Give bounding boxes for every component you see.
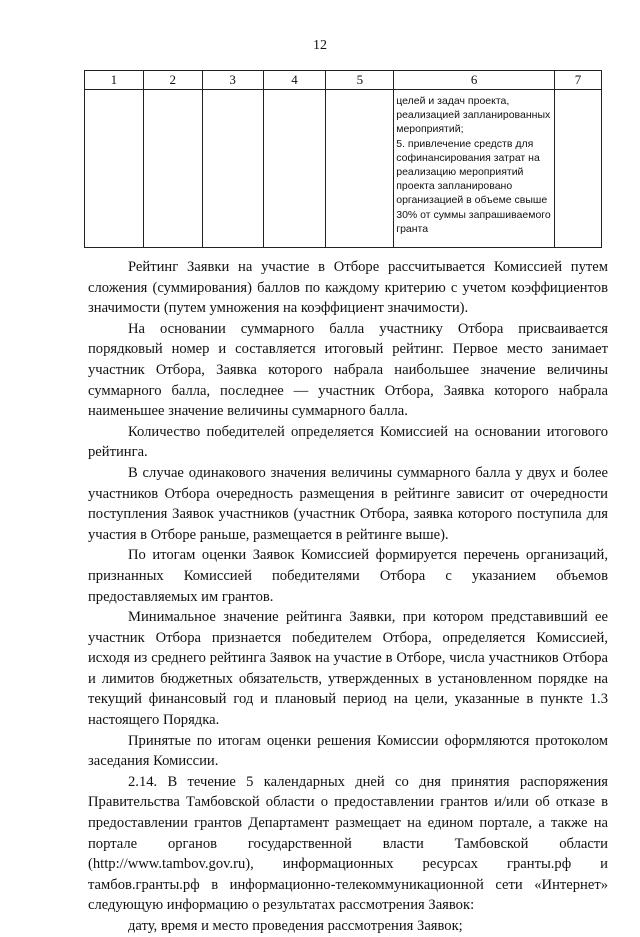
table-cell-5 [326,90,394,248]
table-row [85,90,602,248]
table-cell-2 [143,90,202,248]
table-cell-4 [263,90,326,248]
column-header-6: 6 [394,71,555,90]
paragraph-winners-count: Количество победителей определяется Комиссией на основании итогового рейтинга. [88,423,608,461]
document-body [88,257,608,937]
page-number: 12 [313,38,327,53]
paragraph-minimum-rating: Минимальное значение рейтинга Заявки, при котором представивший ее участник Отбора признается победителем Отбора, определяется Комиссией, исходя из среднего рейтинга Заявок на участие в Отборе, числа участников Отбора и лимитов бюджетных обязательств, утвержденных в установленном порядке на текущий финансовый год и плановый период на цели, указанные в пункте 1.3 настоящего Порядка. [88,609,608,729]
column-header-3: 3 [202,71,263,90]
paragraph-equal-score: В случае одинакового значения величины суммарного балла у двух и более участников Отбора очередность размещения в рейтинге зависит от очередности поступления Заявок участников (участник Отбора, заявка которого поступила для участия в Отборе раньше, размещается в рейтинге выше). [88,464,608,543]
table-cell-7 [555,90,602,248]
column-header-2: 2 [143,71,202,90]
table-cell-criteria [394,90,555,248]
paragraph-2-14: 2.14. В течение 5 календарных дней со дня принятия распоряжения Правительства Тамбовской области о предоставлении грантов и/или об отказе в предоставлении грантов Департамент размещает на едином портале, а также на портале органов государственной власти Тамбовской области (http://www.tambov.gov.ru), информационных ресурсах гранты.рф и тамбов.гранты.рф в информационно-телекоммуникационной сети «Интернет» следующую информацию о результатах рассмотрения Заявок: [88,773,608,914]
column-header-5: 5 [326,71,394,90]
column-header-7: 7 [555,71,602,90]
paragraph-rating-calculation: Рейтинг Заявки на участие в Отборе рассчитывается Комиссией путем сложения (суммирования) баллов по каждому критерию с учетом коэффициентов значимости (путем умножения на коэффициент значимости). [88,259,608,317]
table-cell-1 [85,90,144,248]
table-cell-3 [202,90,263,248]
paragraph-winners-list: По итогам оценки Заявок Комиссией формируется перечень организаций, признанных Комиссией победителями Отбора с указанием объемов предоставляемых им грантов. [88,547,608,605]
column-header-4: 4 [263,71,326,90]
criteria-text: целей и задач проекта, реализацией запланированных мероприятий; 5. привлечение средств для софинансирования затрат на реализацию мероприятий проекта запланировано организацией в объеме свыше 30% от суммы запрашиваемого гранта [396,95,551,235]
table-header-row [85,71,602,90]
paragraph-protocol: Принятые по итогам оценки решения Комиссии оформляются протоколом заседания Комиссии. [88,732,608,770]
criteria-table [84,70,602,248]
paragraph-final-rating: На основании суммарного балла участнику Отбора присваивается порядковый номер и составляется итоговый рейтинг. Первое место занимает участник Отбора, Заявка которого набрала наибольшее значение величины суммарного балла, последнее — участник Отбора, Заявка которого набрала наименьшее значение величины суммарного балла. [88,320,608,420]
column-header-1: 1 [85,71,144,90]
paragraph-review-date: дату, время и место проведения рассмотрения Заявок; [128,918,463,934]
